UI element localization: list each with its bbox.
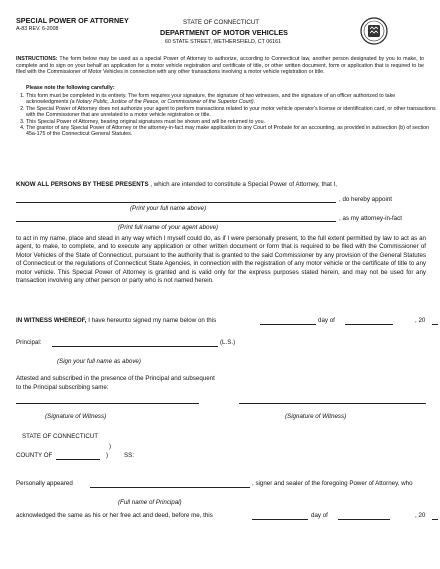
list-item: 4. The grantor of any Special Power of Attorney or the attorney-in-fact may make application to any Court of Probate for an accounting, as provided in subsection (b) of section 45a-175 of the Connecticut General Statutes. [26,125,436,138]
witness-year-field[interactable] [432,324,438,325]
witness-year-text: , 20 [415,317,426,324]
list-item: 2. The Special Power of Attorney does not authorize your agent to perform transactions related to your motor vehicle operator's license or identification card, or other transactions with the Commissioner that are unrelated to a motor vehicle registration or title. [26,106,436,119]
notes-heading: Please note the following carefully: [26,85,115,91]
witness-1-caption: (Signature of Witness) [45,413,107,420]
ack-signer-text: , signer and sealer of the foregoing Power of Attorney, who [252,480,413,487]
ls-label: (L.S.) [220,339,236,346]
attorney-in-fact-text: , as my attorney-in-fact [339,215,402,222]
know-all-rest: , which are intended to constitute a Special Power of Attorney, that I, [150,181,337,188]
department-name: DEPARTMENT OF MOTOR VEHICLES [160,28,288,37]
witness-label: IN WITNESS WHEREOF, [16,317,87,324]
instructions-text: The form below may be used as a special Power of Attorney to authorize, according to Connecticut law, another person designated by you to make, to complete and to sign on your behalf an application for a motor vehicle registration and certificate of title, or other written document, form or application that is required to be filed with the Commissioner of Motor Vehicles in connection with any other transactions involving a motor vehicle registration or title. [16,56,424,76]
ack-year-field[interactable] [432,519,438,520]
ack-full-name-caption: (Full name of Principal) [118,499,182,506]
witness-day-field[interactable] [260,324,316,325]
ack-day-of: day of [311,512,328,519]
sign-name-caption: (Sign your full name as above) [57,358,141,365]
witness-text: I have hereunto signed my name below on this [88,317,217,324]
witness-2-caption: (Signature of Witness) [285,413,347,420]
ack-paren-1: ) [109,443,112,450]
instructions-label: INSTRUCTIONS: [16,56,58,62]
state-seal-icon [360,17,388,45]
principal-name-field[interactable] [16,202,336,203]
principal-label: Principal: [16,339,42,346]
witness-month-field[interactable] [345,324,393,325]
know-all-line [16,181,337,189]
print-agent-caption: (Print full name of your agent above) [118,224,219,231]
ack-ss: SS: [124,452,134,459]
form-id: A-83 REV. 6-2008 [16,26,59,32]
witness-1-signature-field[interactable] [16,403,199,404]
state-name: STATE OF CONNECTICUT [183,19,260,26]
ack-appeared-label: Personally appeared [16,480,73,487]
instructions-block [16,56,424,76]
ack-county-field[interactable] [56,459,100,460]
list-item: 3. This Special Power of Attorney, bearing original signatures must be shown and will be returned to you. [26,119,436,125]
ack-month-field[interactable] [338,519,390,520]
ack-principal-name-field[interactable] [90,487,250,488]
department-address: 60 STATE STREET, WETHERSFIELD, CT 06161 [165,39,281,45]
ack-county-label: COUNTY OF [16,452,53,459]
form-title: SPECIAL POWER OF ATTORNEY [16,16,129,25]
authority-paragraph: to act in my name, place and stead in any way which I myself could do, as if I were personally present, to the full extent permitted by law to act as an agent, to make, to complete, and to execute any application or other written document or form that is required to be filed with the Commissioner of Motor Vehicles of the State of Connecticut, pursuant to the authority that is granted to the said Commissioner by any provision of the General Statutes of Connecticut or the regulations of Connecticut State Agencies, in connection with the registration of any motor vehicle or the certificate of title to any motor vehicle. This Special Power of Attorney is granted and is valid only for the express purposes stated herein, and may not be used for any transaction involving any other person or party who is not named herein. [16,235,426,285]
witness-line [16,317,216,325]
agent-name-field[interactable] [16,221,336,222]
know-all-heading: KNOW ALL PERSONS BY THESE PRESENTS [16,181,149,188]
print-name-caption: (Print your full name above) [130,205,207,212]
ack-acknowledged-text: acknowledged the same as his or her free act and deed, before me, this [16,512,213,519]
ack-state: STATE OF CONNECTICUT [22,433,99,440]
attested-text: Attested and subscribed in the presence of the Principal and subsequent to the Principal subscribing same: [16,375,215,391]
witness-2-signature-field[interactable] [239,403,426,404]
notes-list [16,93,436,138]
witness-day-of: day of [318,317,335,324]
hereby-appoint-text: , do hereby appoint [339,196,392,203]
principal-signature-field[interactable] [52,346,218,347]
ack-year-text: , 20 [415,512,426,519]
ack-paren-2: ) [106,452,109,459]
list-item: 1. This form must be completed in its entirety. The form requires your signature, the signature of two witnesses, and the signature of an officer authorized to take acknowledgments (a Notary Public, Justice of the Peace, or Commissioner of the Superior Court). [26,93,436,106]
ack-day-field[interactable] [252,519,308,520]
